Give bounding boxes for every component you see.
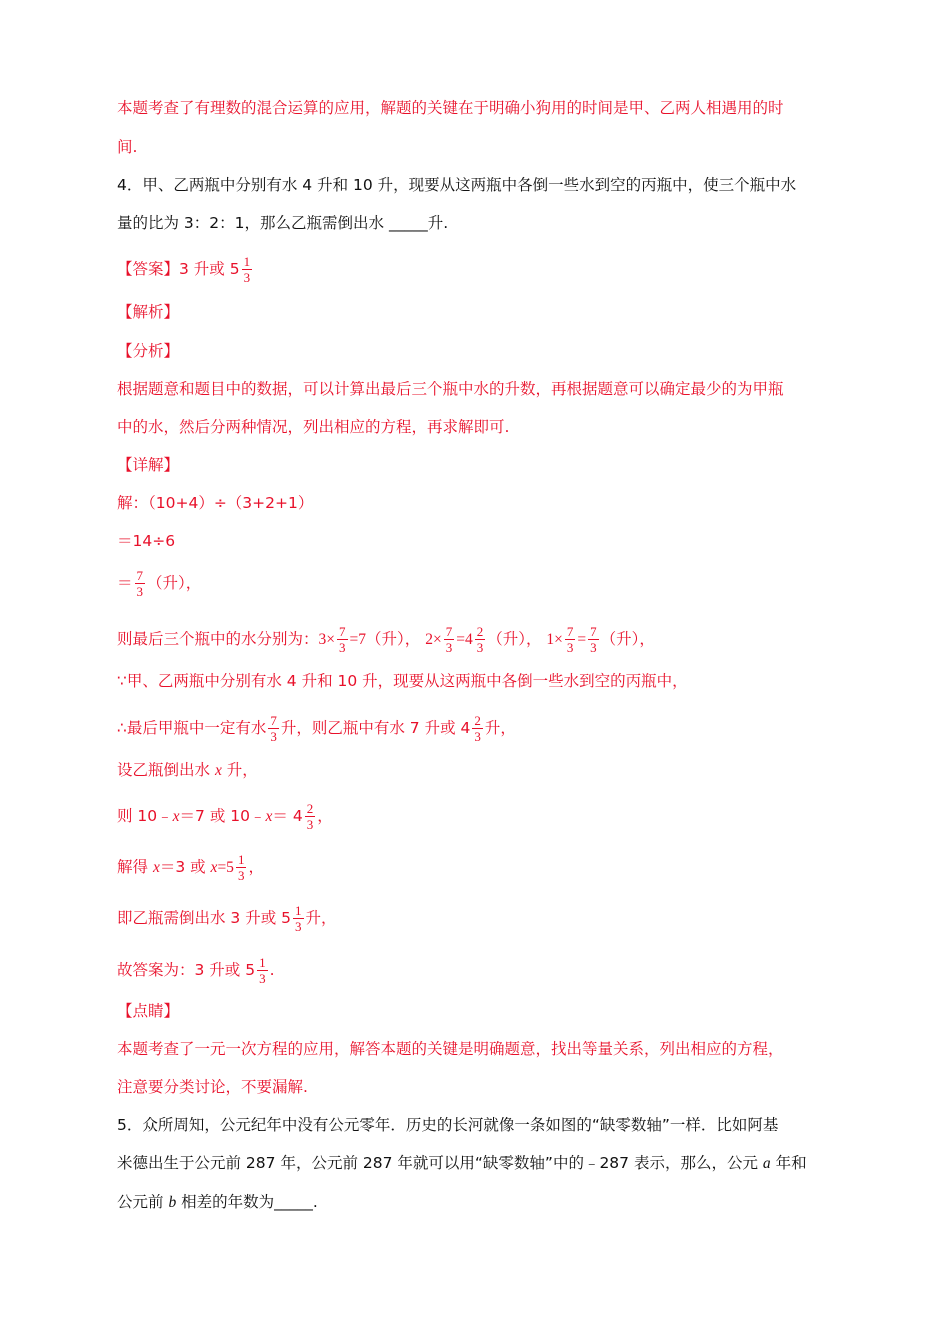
answer-line [117, 254, 254, 285]
solution-step-7: 设乙瓶倒出水 x 升， [117, 761, 258, 779]
summary-line-2: 间. [117, 138, 138, 156]
question-4-line-1: 4．甲、乙两瓶中分别有水 4 升和 10 升，现要从这两瓶中各倒一些水到空的丙瓶中，使三个瓶中水 [117, 176, 797, 194]
fraction-2-3: $\frac{2}{3}$ [474, 713, 481, 744]
fenxi-line-1: 根据题意和题目中的数据，可以计算出最后三个瓶中水的升数，再根据题意可以确定最少的为甲瓶 [117, 380, 784, 398]
solution-step-3: ＝ $\frac{7}{3}$ （升）， [117, 568, 202, 599]
fraction-1-3: $\frac{1}{3}$ [259, 955, 266, 986]
fraction-1-3: $\frac{1}{3}$ [295, 903, 302, 934]
final-answer-line: 故答案为：3 升或 5 $\frac{1}{3}$ . [117, 955, 275, 986]
question-5-line-2: 米德出生于公元前 287 年，公元前 287 年就可以用“缺零数轴”中的﹣287 表示，那么，公元 a 年和 [117, 1154, 807, 1172]
fraction-2-3: $\frac{2}{3}$ [476, 624, 484, 655]
fraction-7-3: $\frac{7}{3}$ [339, 624, 346, 655]
fenxi-line-2: 中的水，然后分两种情况，列出相应的方程，再求解即可. [117, 418, 510, 436]
fraction-7-3: $\frac{7}{3}$ [136, 568, 144, 599]
dianjing-heading: 【点睛】 [117, 1002, 180, 1020]
fraction-7-3: $\frac{7}{3}$ [566, 624, 574, 655]
solution-step-10: 即乙瓶需倒出水 3 升或 5 $\frac{1}{3}$ 升， [117, 903, 337, 934]
dianjing-line-2: 注意要分类讨论，不要漏解. [117, 1078, 308, 1096]
solution-step-8: 则 10﹣x＝7 或 10﹣x＝ 4 $\frac{2}{3}$ ， [117, 801, 333, 832]
solution-step-2: ＝14÷6 [117, 532, 176, 550]
detail-heading: 【详解】 [117, 456, 180, 474]
dianjing-line-1: 本题考查了一元一次方程的应用，解答本题的关键是明确题意，找出等量关系，列出相应的方程， [117, 1040, 784, 1058]
fraction-7-3: $\frac{7}{3}$ [445, 624, 453, 655]
solution-step-5: ∵甲、乙两瓶中分别有水 4 升和 10 升，现要从这两瓶中各倒一些水到空的丙瓶中， [117, 672, 688, 690]
fraction-7-3: $\frac{7}{3}$ [270, 713, 277, 744]
solution-step-6: ∴最后甲瓶中一定有水 $\frac{7}{3}$ 升，则乙瓶中有水 7 升或 4 $\frac{2}{3}$ 升， [117, 713, 516, 744]
fraction-2-3: $\frac{2}{3}$ [306, 801, 314, 832]
fraction-1-3: $\frac{1}{3}$ [243, 254, 251, 285]
summary-line-1: 本题考查了有理数的混合运算的应用，解题的关键在于明确小狗用的时间是甲、乙两人相遇用的时 [117, 99, 784, 117]
answer-prefix: 【答案】3 升或 5 [117, 260, 240, 278]
question-4-line-2: 量的比为 3：2：1，那么乙瓶需倒出水 _____升. [117, 214, 449, 232]
fraction-7-3: $\frac{7}{3}$ [590, 624, 597, 655]
analysis-heading: 【解析】 [117, 303, 180, 321]
solution-step-1: 解：（10+4）÷（3+2+1） [117, 494, 314, 512]
solution-step-9: 解得 x＝3 或 x=5 $\frac{1}{3}$ ， [117, 852, 264, 883]
question-5-line-3: 公元前 b 相差的年数为_____. [117, 1193, 318, 1211]
solution-step-4: 则最后三个瓶中的水分别为：3× $\frac{7}{3}$ =7（升）， 2× $\frac{7}{3}$ =4 $\frac{2}{3}$ （升）， 1× $\frac{7}{3}$ = $\frac{7}{3}$ （升）， [117, 624, 655, 655]
fenxi-heading: 【分析】 [117, 342, 180, 360]
fraction-1-3: $\frac{1}{3}$ [237, 852, 245, 883]
question-5-line-1: 5．众所周知，公元纪年中没有公元零年．历史的长河就像一条如图的“缺零数轴”一样．比如阿基 [117, 1116, 779, 1134]
